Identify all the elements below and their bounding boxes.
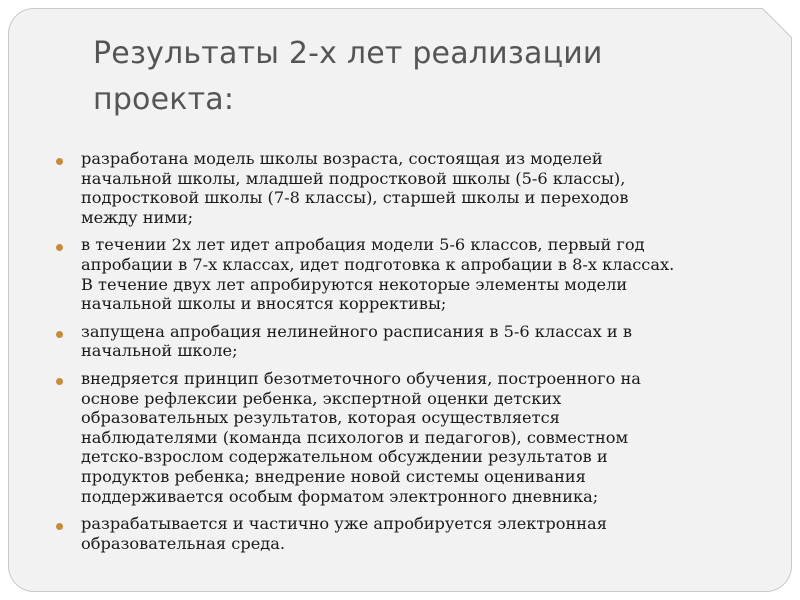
bullet-line: начальной школы, младшей подростковой школы (5-6 классы), bbox=[81, 168, 626, 188]
bullet-line: разработана модель школы возраста, состоящая из моделей bbox=[81, 149, 603, 168]
bullet-line: начальной школе; bbox=[81, 341, 238, 361]
bullet-line: начальной школы и вносятся коррективы; bbox=[81, 294, 447, 314]
bullet-line: запущена апробация нелинейного расписания в 5-6 классах и в bbox=[81, 321, 632, 341]
slide bbox=[8, 8, 792, 592]
bullet-item bbox=[53, 514, 769, 553]
bullet-dot-icon bbox=[56, 244, 63, 251]
bullet-line: образовательная среда. bbox=[81, 533, 286, 553]
slide-title-line-2: проекта: bbox=[93, 82, 235, 117]
bullet-text bbox=[81, 149, 769, 227]
bullet-text bbox=[81, 322, 769, 361]
bullet-line: образовательных результатов, которая осуществляется bbox=[81, 408, 560, 428]
bullet-dot-icon bbox=[56, 378, 63, 385]
bullet-dot-icon bbox=[56, 158, 63, 165]
bullet-line: основе рефлексии ребенка, экспертной оценки детских bbox=[81, 388, 562, 408]
bullet-item bbox=[53, 322, 769, 361]
bullet-line: детско-взрослом содержательном обсуждении результатов и bbox=[81, 447, 608, 467]
bullet-list bbox=[53, 149, 769, 561]
bullet-line: апробации в 7-х классах, идет подготовка к апробации в 8-х классах. bbox=[81, 254, 675, 274]
bullet-text bbox=[81, 369, 769, 506]
bullet-text bbox=[81, 514, 769, 553]
bullet-line: В течение двух лет апробируются некоторые элементы модели bbox=[81, 274, 628, 294]
bullet-line: между ними; bbox=[81, 207, 194, 227]
bullet-line: наблюдателями (команда психологов и педагогов), совместном bbox=[81, 427, 629, 447]
slide-title bbox=[93, 31, 733, 123]
bullet-item bbox=[53, 369, 769, 506]
page-fold-corner bbox=[762, 8, 792, 38]
bullet-dot-icon bbox=[56, 331, 63, 338]
bullet-text bbox=[81, 235, 769, 313]
bullet-line: поддерживается особым форматом электронного дневника; bbox=[81, 486, 599, 506]
bullet-line: подростковой школы (7-8 классы), старшей школы и переходов bbox=[81, 188, 629, 208]
bullet-line: в течении 2х лет идет апробация модели 5-6 классов, первый год bbox=[81, 235, 645, 255]
bullet-line: продуктов ребенка; внедрение новой системы оценивания bbox=[81, 466, 586, 486]
bullet-item bbox=[53, 235, 769, 313]
bullet-item bbox=[53, 149, 769, 227]
bullet-line: внедряется принцип безотметочного обучения, построенного на bbox=[81, 368, 641, 388]
slide-title-line-1: Результаты 2-х лет реализации bbox=[93, 36, 603, 71]
bullet-line: разрабатывается и частично уже апробируется электронная bbox=[81, 514, 607, 534]
bullet-dot-icon bbox=[56, 523, 63, 530]
